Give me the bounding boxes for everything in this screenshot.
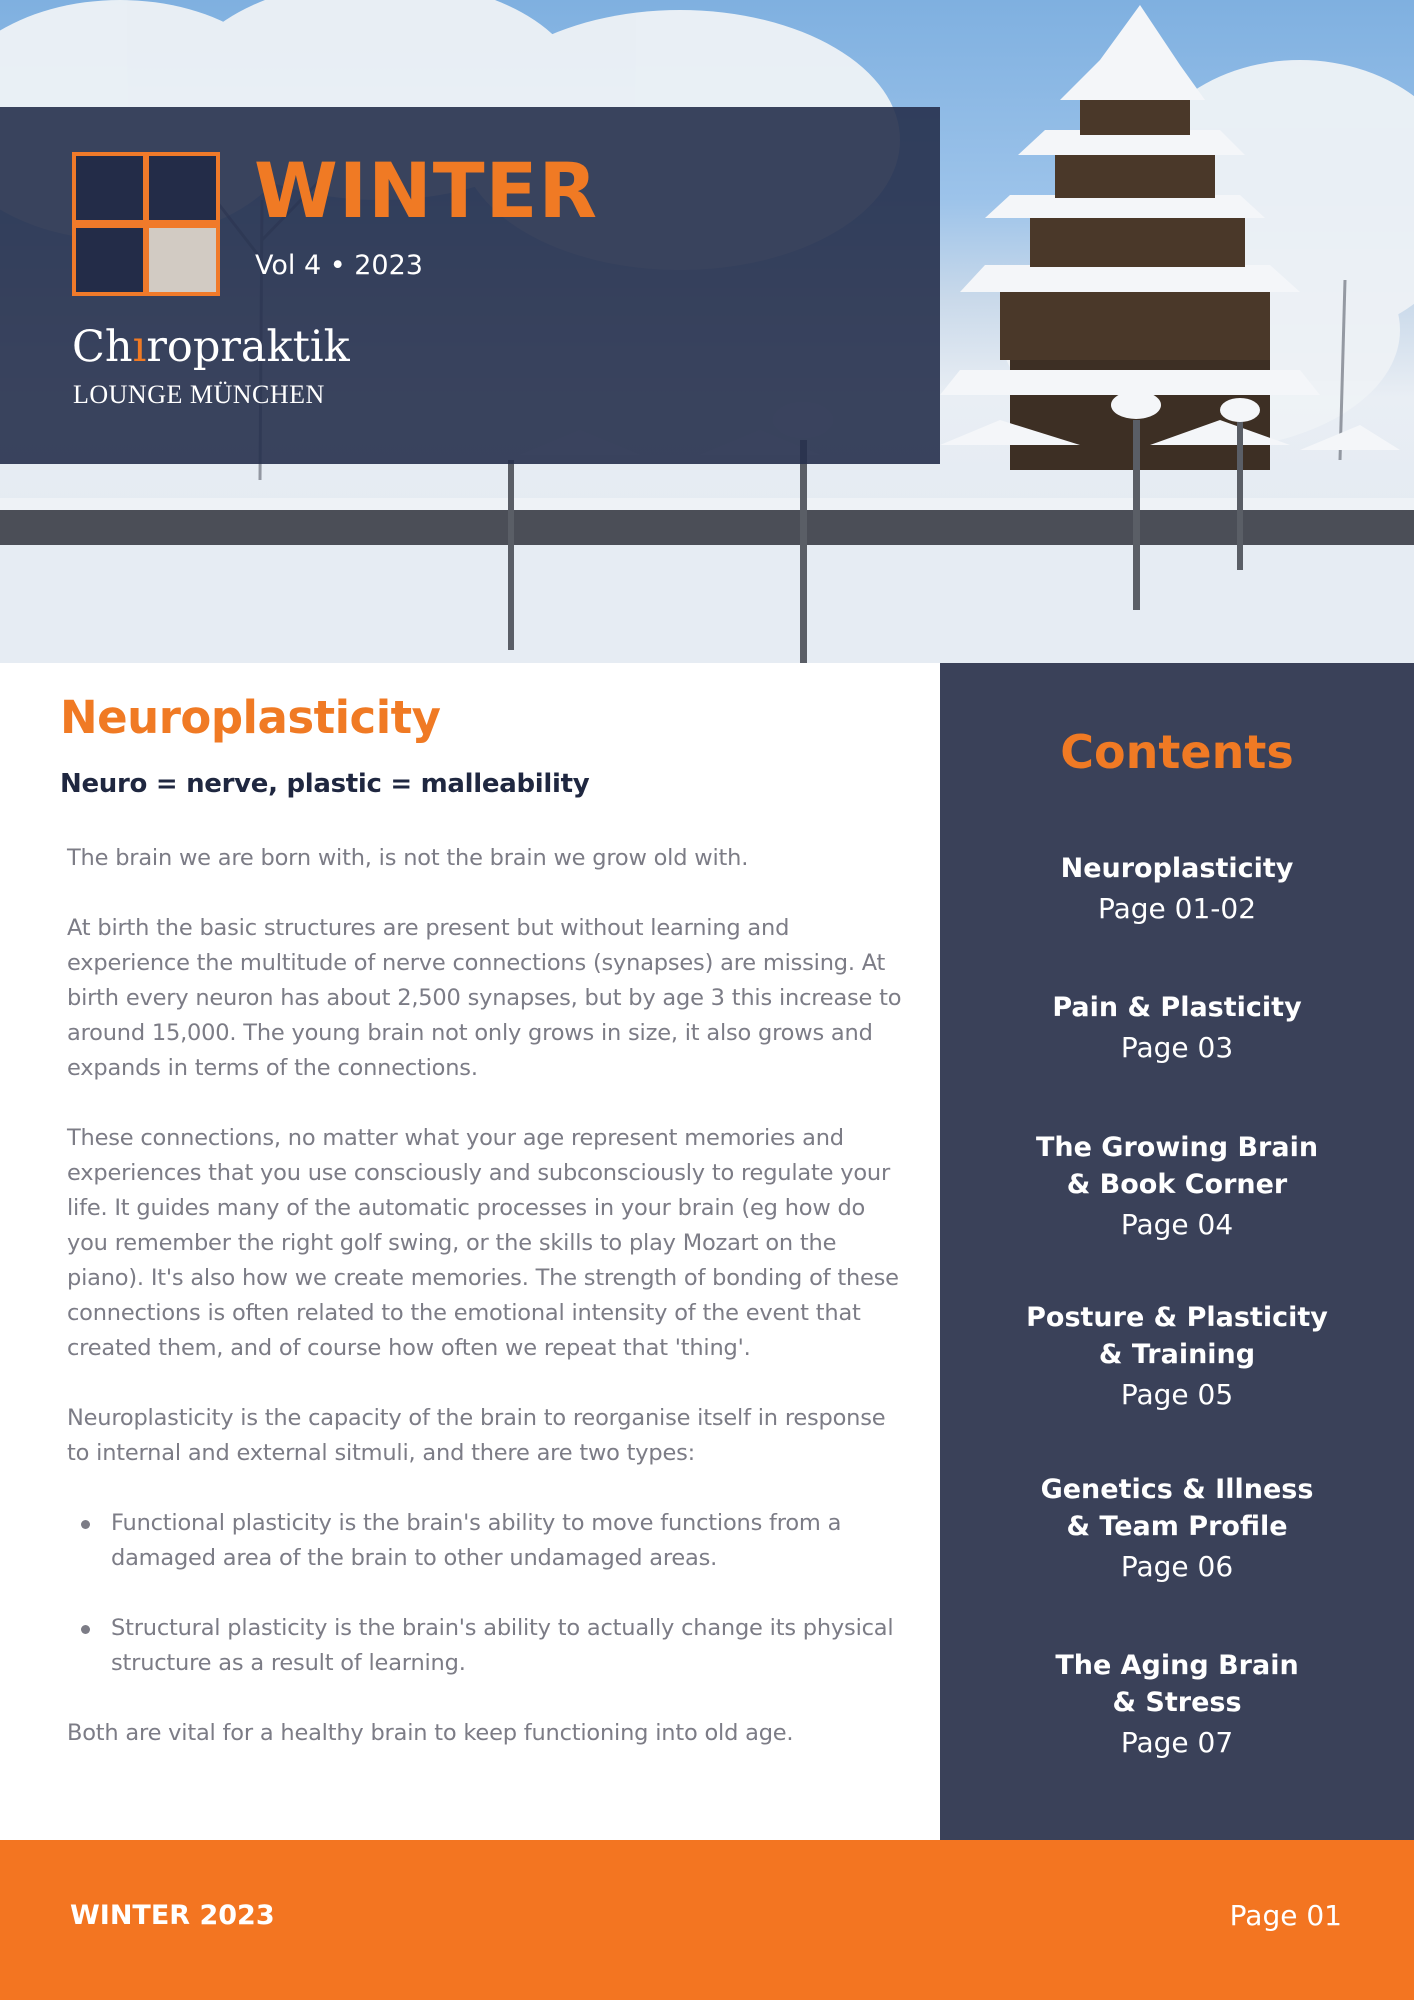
toc-entry-aging-brain[interactable] bbox=[940, 1647, 1414, 1765]
logo-square-4 bbox=[149, 228, 216, 292]
brand-name-prefix: Ch bbox=[72, 322, 133, 372]
toc-entry-page: Page 01-02 bbox=[1097, 892, 1257, 925]
toc-entry-page: Page 03 bbox=[1120, 1031, 1234, 1064]
toc-entry-pain-plasticity[interactable] bbox=[940, 989, 1414, 1070]
bullet-icon bbox=[81, 1625, 90, 1634]
toc-entry-page: Page 07 bbox=[1120, 1726, 1234, 1759]
contents-title: Contents bbox=[1060, 725, 1294, 779]
toc-entry-title: The Growing Brain & Book Corner bbox=[1035, 1132, 1319, 1200]
article-paragraph: At birth the basic structures are present but without learning and experience the multitude of nerve connections (synapses) are missing. At birth every neuron has about 2,500 synapses, but by age 3 this increase to around 15,000. The young brain not only grows in size, it also grows and expands in terms of the connections. bbox=[67, 915, 902, 1081]
list-item bbox=[111, 1506, 907, 1576]
logo-square-1 bbox=[76, 156, 143, 220]
list-item-text: Functional plasticity is the brain's ability to move functions from a damaged area of the brain to other undamaged areas. bbox=[111, 1510, 842, 1571]
list-item bbox=[111, 1611, 907, 1681]
brand-name-accent: ı bbox=[132, 322, 147, 372]
toc-entry-title: Pain & Plasticity bbox=[1052, 992, 1302, 1023]
list-item-text: Structural plasticity is the brain's ability to actually change its physical structure as a result of learning. bbox=[111, 1615, 894, 1676]
article-title: Neuroplasticity bbox=[60, 691, 441, 744]
article-closing: Both are vital for a healthy brain to keep functioning into old age. bbox=[67, 1720, 794, 1746]
brand-logo-name bbox=[72, 322, 350, 372]
toc-entry-title: Posture & Plasticity & Training bbox=[1026, 1302, 1328, 1370]
toc-entry-title: Neuroplasticity bbox=[1060, 853, 1294, 884]
article-paragraph: These connections, no matter what your age represent memories and experiences that you use consciously and subconsciously to regulate your life. It guides many of the automatic processes in your brain (eg how do you remember the right golf swing, or the skills to play Mozart on the piano). It's also how we create memories. The strength of bonding of these connections is often related to the emotional intensity of the event that created them, and of course how often we repeat that 'thing'. bbox=[67, 1125, 899, 1361]
article-paragraph: The brain we are born with, is not the brain we grow old with. bbox=[67, 845, 749, 871]
article-subtitle: Neuro = nerve, plastic = malleability bbox=[60, 769, 590, 799]
article bbox=[0, 663, 940, 1840]
bullet-icon bbox=[81, 1520, 90, 1529]
toc-entry-page: Page 05 bbox=[1120, 1378, 1234, 1411]
toc-entry-page: Page 06 bbox=[1120, 1550, 1234, 1583]
footer-issue: WINTER 2023 bbox=[70, 1900, 275, 1931]
brand-name-suffix: ropraktik bbox=[146, 322, 350, 372]
contents-sidebar bbox=[940, 663, 1414, 1840]
brand-logo-sub: LOUNGE MÜNCHEN bbox=[73, 380, 325, 409]
plasticity-types-list bbox=[67, 1506, 907, 1681]
article-paragraph: Neuroplasticity is the capacity of the brain to reorganise itself in response to internal and external sitmuli, and there are two types: bbox=[67, 1405, 886, 1466]
logo-square-2 bbox=[149, 156, 216, 220]
page-footer bbox=[0, 1840, 1414, 2000]
volume-line: Vol 4 • 2023 bbox=[255, 250, 423, 281]
toc-entry-growing-brain[interactable] bbox=[940, 1129, 1414, 1247]
season-title: WINTER bbox=[254, 146, 598, 235]
article-body bbox=[67, 841, 907, 1786]
toc-entry-neuroplasticity[interactable] bbox=[940, 850, 1414, 931]
toc-entry-page: Page 04 bbox=[1120, 1208, 1234, 1241]
logo-square-3 bbox=[76, 228, 143, 292]
toc-entry-title: The Aging Brain & Stress bbox=[1055, 1650, 1299, 1718]
footer-page-number: Page 01 bbox=[1229, 1899, 1342, 1932]
toc-entry-title: Genetics & Illness & Team Profile bbox=[1040, 1474, 1314, 1542]
toc-entry-posture-plasticity[interactable] bbox=[940, 1299, 1414, 1417]
toc-entry-genetics-illness[interactable] bbox=[940, 1471, 1414, 1589]
issue-logo-icon bbox=[72, 152, 220, 296]
